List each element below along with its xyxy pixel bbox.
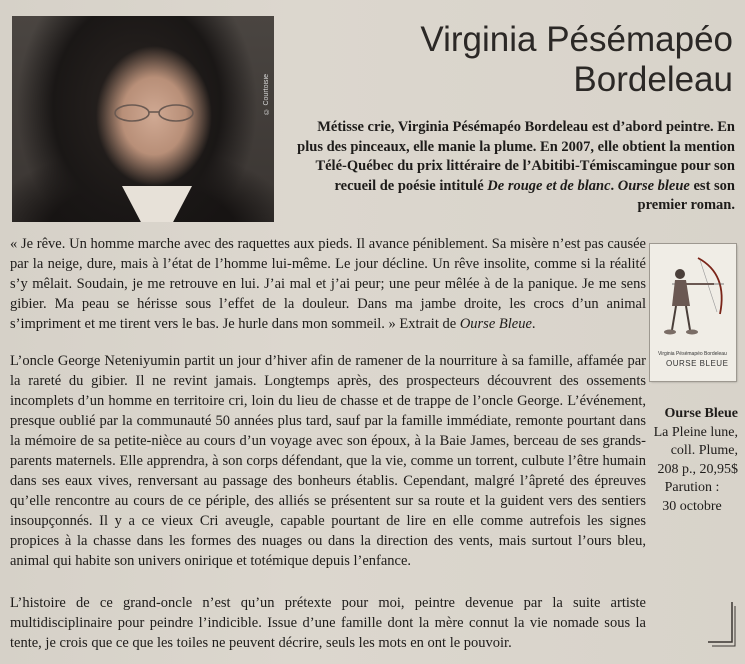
excerpt-end: . (531, 316, 536, 332)
cover-author: Virginia Pésémapéo Bordeleau (658, 351, 727, 357)
book-pages-price: 208 p., 20,95$ (657, 461, 738, 477)
book-title: Ourse Bleue (664, 406, 738, 421)
author-name-line2: Bordeleau (573, 60, 733, 99)
book-info (646, 405, 738, 516)
bio-text-middle: . (610, 177, 618, 194)
excerpt-quote (10, 234, 646, 334)
bio-text: Métisse crie, Virginia Pésémapéo Bordeleau est d’abord peintre. En plus des pinceaux, elle manie la plume. En 2007, elle obtient la mention Télé-Québec du prix littéraire de l’Abitibi-Témiscamingue pour son recueil de poésie intitulé (297, 119, 735, 194)
bio-text-end: est son premier roman. (637, 177, 735, 213)
cover-title: OURSE BLEUE (666, 359, 729, 368)
author-name (420, 20, 733, 100)
author-note-paragraph: L’histoire de ce grand-oncle n’est qu’un prétexte pour moi, peintre devenue par la suite artiste multidisciplinaire pour peindre l’indicible. Issue d’une famille dont la mère connut la vie nomade sous la tente, je crois que ce que les toiles ne peuvent décrire, seuls les mots en ont le pouvoir. (10, 595, 646, 651)
glasses-icon (112, 102, 200, 124)
photo-credit: © Courtoisie (263, 74, 270, 115)
excerpt-text: « Je rêve. Un homme marche avec des raquettes aux pieds. Il avance péniblement. Sa misère n’est pas causée par la neige, dure, mais à l’état de l’homme lui-même. Le jour décline. Un rêve insolite, comme si la réalité s’y mêlait. Soudain, je me retrouve en lui. J’ai mal et j’ai peur; une peur mêlée à de la panique. Je me sens gibier. Ma peau se hérisse sous l’effet de la douleur. Dans ma jambe droite, les crocs d’un animal s’impriment et me tirent vers le bas. Je hurle dans mon sommeil. » Extrait de (10, 236, 646, 332)
author-name-line1: Virginia Pésémapéo (420, 20, 733, 59)
bio-book-title-2: Ourse bleue (617, 177, 690, 194)
release-date: 30 octobre (662, 498, 722, 514)
book-cover (650, 244, 736, 381)
author-photo (12, 16, 274, 222)
excerpt-source: Ourse Bleue (459, 316, 532, 332)
story-paragraph: L’oncle George Neteniyumin partit un jour d’hiver afin de ramener de la nourriture à sa famille, affamée par la rareté du gibier. Il ne revint jamais. Longtemps après, des prospecteurs découvrent des ossements incomplets d’un homme en territoire cri, loin du lieu de chasse et de trappe de l’oncle George. L’événement, presque oublié par la communauté 50 années plus tard, sauf par la famille immédiate, remonte pourtant dans la mémoire de sa petite-nièce au cours d’un voyage avec son époux, à la Baie James, berceau de ses grands-parents maternels. Elle apprendra, à son corps défendant, que la vie, comme un torrent, culbute l’être humain dans ses eaux vives, renversant au passage des bonheurs établis. Cependant, malgré l’âpreté des épreuves qu’elle rencontre au cours de ce périple, des alliés se présentent sur sa route et la guident vers des sentiers insoupçonnés. Il y a ce vieux Cri aveugle, capable pourtant de lire en elle comme autrefois les signes propices à la chasse dans les formes des nuages ou dans la direction des vents, mais surtout l’ours bleu, animal qui habite son univers onirique et totémique depuis l’enfance. (10, 353, 646, 569)
bio-book-title-1: De rouge et de blanc (487, 177, 611, 194)
author-bio (292, 118, 735, 216)
shirt-collar (122, 186, 192, 222)
page-corner-mark-icon (706, 600, 736, 648)
release-label: Parution : (664, 480, 720, 495)
book-collection: coll. Plume, (670, 443, 738, 458)
book-publisher: La Pleine lune, (653, 424, 738, 440)
archer-illustration-icon (650, 244, 736, 354)
